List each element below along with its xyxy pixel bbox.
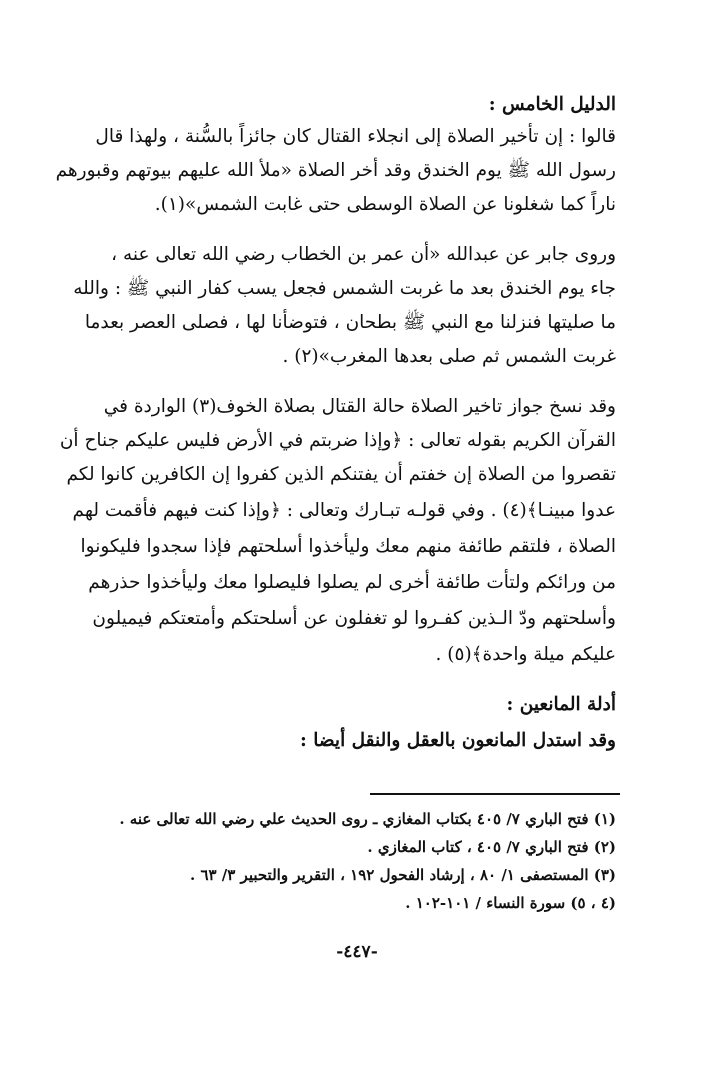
para2-line3: ما صليتها فنزلنا مع النبي ﷺ بطحان ، فتوضأنا لها ، فصلى العصر بعدما (84, 312, 616, 333)
para3-line3: تقصروا من الصلاة إن خفتم أن يفتنكم الذين كفروا إن الكافرين كانوا لكم (66, 464, 616, 485)
para3-line8: عليكم ميلة واحدة﴾(٥) . (435, 644, 616, 665)
para2-line4: غربت الشمس ثم صلى بعدها المغرب»(٢) . (282, 346, 616, 367)
para3-line6: من ورائكم ولتأت طائفة أخرى لم يصلوا فليصلوا معك وليأخذوا حذرهم (88, 572, 616, 593)
footnote-1: (١) فتح الباري ٧/ ٤٠٥ بكتاب المغازي ـ روى الحديث علي رضي الله تعالى عنه . (119, 810, 616, 828)
subheading: أدلة المانعين : (506, 694, 616, 715)
para1-line3: ناراً كما شغلونا عن الصلاة الوسطى حتى غابت الشمس»(١). (154, 194, 616, 215)
para3-line2: القرآن الكريم بقوله تعالى : ﴿وإذا ضربتم في الأرض فليس عليكم جناح أن (59, 430, 616, 451)
para3-line1: وقد نسخ جواز تاخير الصلاة حالة القتال بصلاة الخوف(٣) الواردة في (103, 396, 616, 417)
footnote-3: (٣) المستصفى ١/ ٨٠ ، إرشاد الفحول ١٩٢ ، التقرير والتحبير ٣/ ٦٣ . (189, 866, 616, 884)
footnote-divider (370, 793, 620, 795)
page-number: -٤٤٧- (336, 942, 378, 962)
para3-line7: وأسلحتهم ودّ الـذين كفـروا لو تغفلون عن أسلحتكم وأمتعتكم فيميلون (92, 608, 616, 629)
para2-line1: وروى جابر عن عبدالله «أن عمر بن الخطاب رضي الله تعالى عنه ، (111, 244, 616, 265)
para2-line2: جاء يوم الخندق بعد ما غربت الشمس فجعل يسب كفار النبي ﷺ : والله (73, 278, 616, 299)
intro-line: وقد استدل المانعون بالعقل والنقل أيضا : (299, 730, 616, 751)
footnote-2: (٢) فتح الباري ٧/ ٤٠٥ ، كتاب المغازي . (367, 838, 616, 856)
para3-line5: الصلاة ، فلتقم طائفة منهم معك وليأخذوا أسلحتهم فإذا سجدوا فليكونوا (80, 536, 616, 557)
para3-line4: عدوا مبينـا﴾(٤) . وفي قولـه تبـارك وتعالى : ﴿وإذا كنت فيهم فأقمت لهم (72, 500, 616, 521)
section-heading: الدليل الخامس : (488, 94, 616, 115)
para1-line2: رسول الله ﷺ يوم الخندق وقد أخر الصلاة «ملأ الله عليهم بيوتهم وقبورهم (55, 160, 616, 181)
footnote-4: (٤ ، ٥) سورة النساء / ١٠١-١٠٢ . (405, 894, 616, 912)
para1-line1: قالوا : إن تأخير الصلاة إلى انجلاء القتال كان جائزاً بالسُّنة ، ولهذا قال (95, 126, 616, 147)
